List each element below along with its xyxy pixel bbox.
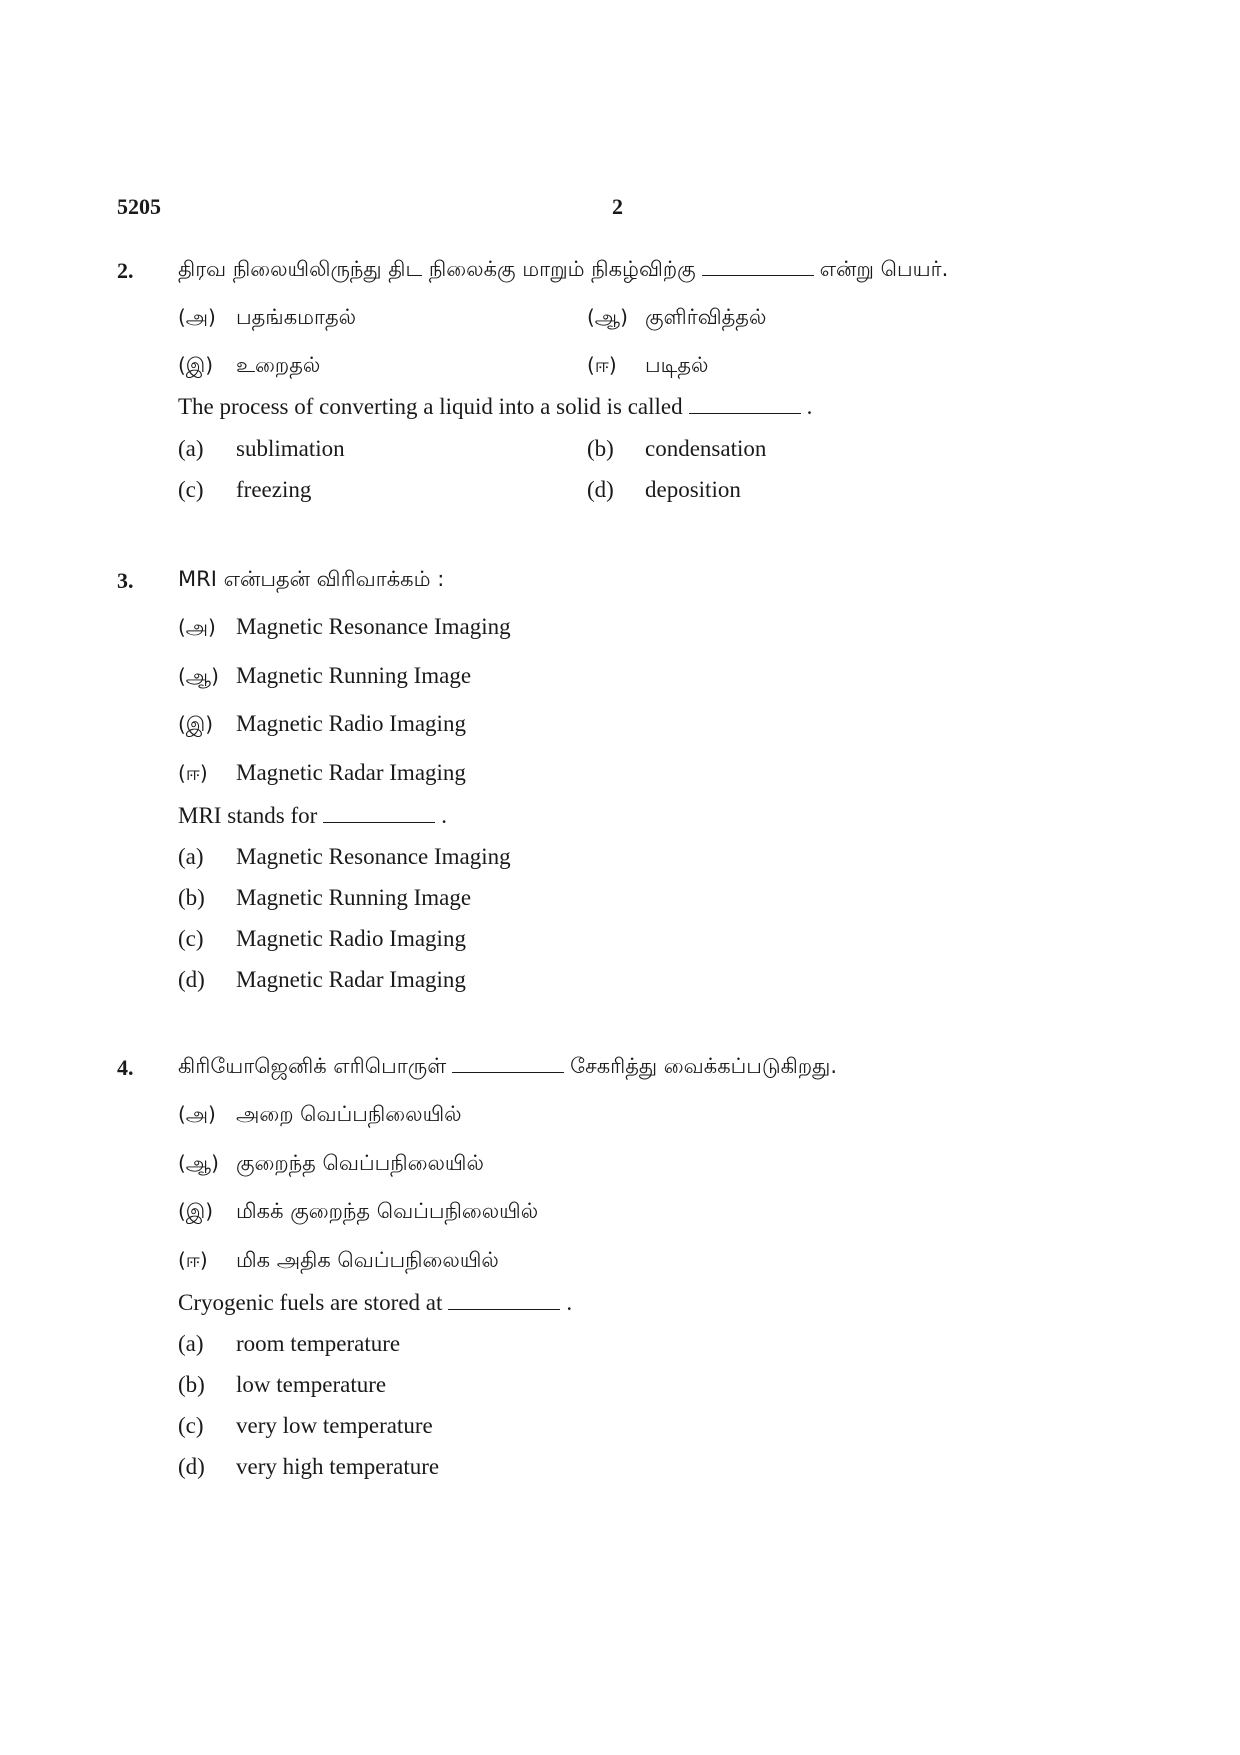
english-option-c: (c) freezing	[178, 477, 312, 502]
english-option-d: (d) Magnetic Radar Imaging	[178, 967, 466, 992]
english-option-a: (a) sublimation	[178, 436, 345, 461]
answer-blank	[689, 393, 801, 414]
english-option-b: (b) condensation	[587, 436, 767, 461]
tamil-option-1: (அ) பதங்கமாதல்	[178, 305, 357, 329]
tamil-option-1: (அ) அறை வெப்பநிலையில்	[178, 1102, 462, 1126]
tamil-option-4: (ஈ) மிக அதிக வெப்பநிலையில்	[178, 1248, 499, 1272]
question-number: 4.	[117, 1055, 134, 1080]
tamil-option-2: (ஆ) குறைந்த வெப்பநிலையில்	[178, 1151, 484, 1175]
paper-code: 5205	[117, 194, 161, 219]
tamil-option-2: (ஆ) Magnetic Running Image	[178, 663, 472, 688]
page-number: 2	[612, 194, 623, 219]
answer-blank	[448, 1289, 560, 1310]
tamil-stem-part-2: என்று பெயர்.	[819, 257, 949, 281]
english-stem: The process of converting a liquid into a solid is called .	[178, 394, 813, 419]
answer-blank	[702, 255, 814, 276]
tamil-option-4: (ஈ) Magnetic Radar Imaging	[178, 760, 466, 785]
tamil-option-3: (இ) மிகக் குறைந்த வெப்பநிலையில்	[178, 1199, 539, 1223]
tamil-option-3: (இ) Magnetic Radio Imaging	[178, 711, 466, 736]
tamil-option-1: (அ) Magnetic Resonance Imaging	[178, 614, 511, 639]
english-option-c: (c) Magnetic Radio Imaging	[178, 926, 466, 951]
tamil-stem-part-1: கிரியோஜெனிக் எரிபொருள்	[178, 1054, 447, 1078]
question-number: 2.	[117, 258, 134, 283]
english-stem: Cryogenic fuels are stored at .	[178, 1290, 573, 1315]
tamil-option-4: (ஈ) படிதல்	[587, 353, 709, 377]
english-option-a: (a) room temperature	[178, 1331, 401, 1356]
tamil-option-3: (இ) உறைதல்	[178, 353, 321, 377]
tamil-stem-part-2: சேகரித்து வைக்கப்படுகிறது.	[570, 1054, 838, 1078]
tamil-stem	[178, 1051, 837, 1081]
answer-blank	[452, 1052, 564, 1073]
tamil-option-2: (ஆ) குளிர்வித்தல்	[587, 305, 767, 329]
english-option-d: (d) deposition	[587, 477, 741, 502]
english-option-d: (d) very high temperature	[178, 1454, 440, 1479]
english-option-b: (b) Magnetic Running Image	[178, 885, 472, 910]
english-stem: MRI stands for .	[178, 803, 448, 828]
english-option-a: (a) Magnetic Resonance Imaging	[178, 844, 511, 869]
answer-blank	[323, 802, 435, 823]
tamil-stem-part-1: திரவ நிலையிலிருந்து திட நிலைக்கு மாறும் நிகழ்விற்கு	[178, 257, 696, 281]
question-number: 3.	[117, 568, 134, 593]
tamil-stem	[178, 254, 948, 284]
english-option-c: (c) very low temperature	[178, 1413, 433, 1438]
tamil-stem: MRI என்பதன் விரிவாக்கம் :	[178, 567, 445, 591]
english-option-b: (b) low temperature	[178, 1372, 387, 1397]
